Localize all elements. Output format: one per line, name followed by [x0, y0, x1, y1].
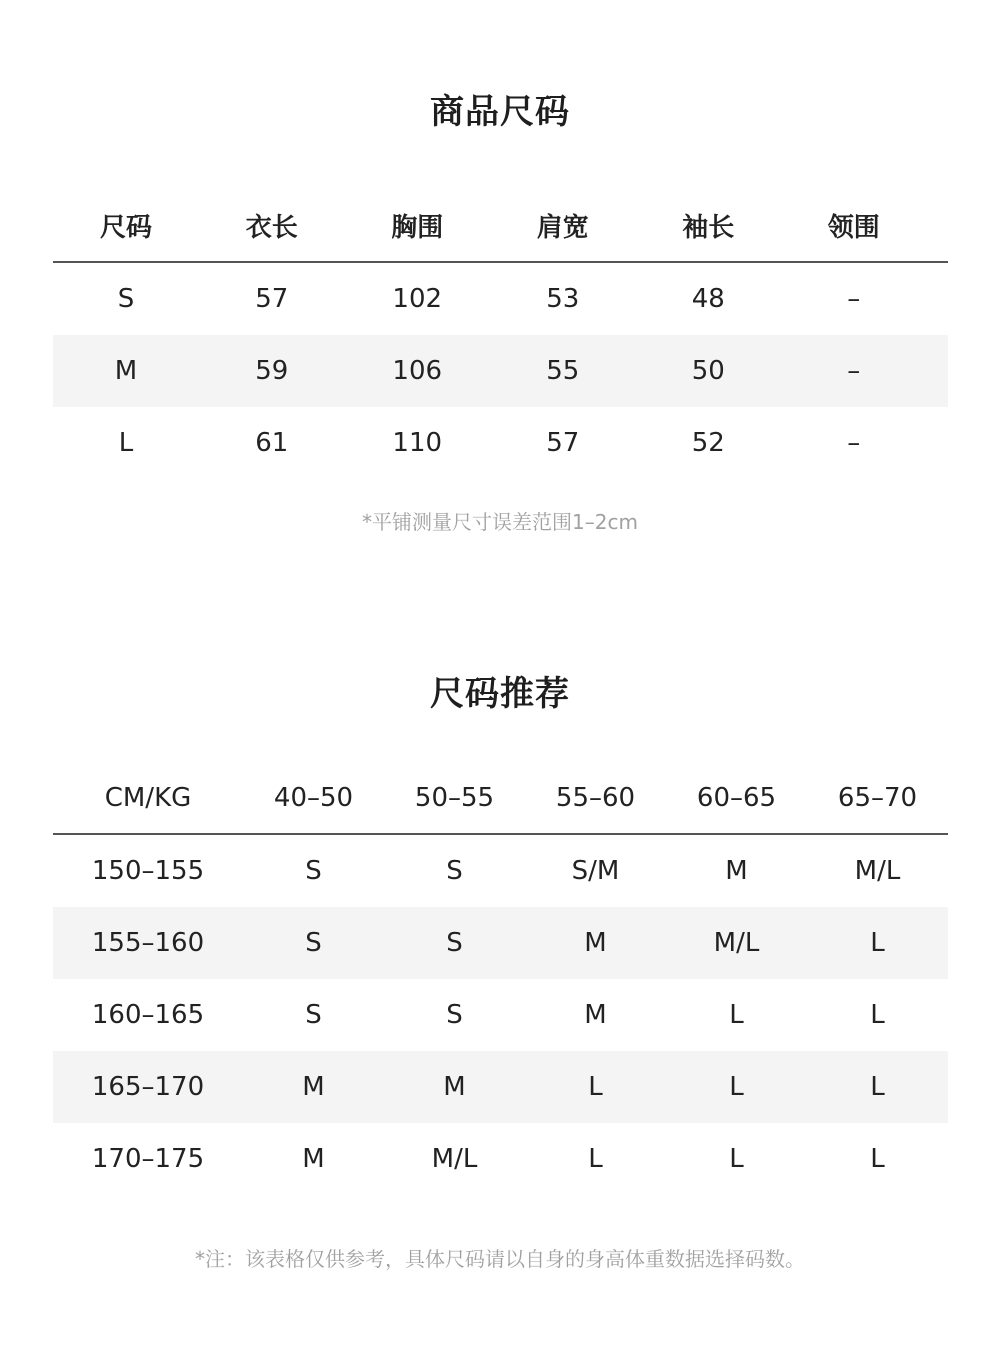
- table-row: [53, 835, 948, 907]
- table-cell: L: [118, 428, 134, 458]
- header-cell: 袖长: [682, 213, 735, 243]
- recommend-table-note: *注：该表格仅供参考，具体尺码请以自身的身高体重数据选择码数。: [195, 1247, 805, 1271]
- table-cell: S: [117, 284, 135, 314]
- table-cell: L: [588, 1072, 603, 1102]
- table-cell: L: [870, 1144, 885, 1174]
- table-cell: S: [446, 1000, 463, 1030]
- table-cell: S/M: [571, 856, 620, 886]
- table-cell: 155–160: [91, 928, 205, 958]
- table-cell: –: [847, 356, 861, 386]
- table-cell: S: [446, 928, 463, 958]
- table-row: [53, 407, 948, 479]
- table-cell: –: [847, 284, 861, 314]
- table-row: [53, 335, 948, 407]
- table-row: [53, 979, 948, 1051]
- header-cell: CM/KG: [104, 782, 192, 813]
- table-cell: 106: [392, 356, 443, 386]
- table-cell: L: [870, 928, 885, 958]
- size-table-note: *平铺测量尺寸误差范围1–2cm: [362, 510, 638, 534]
- table-cell: 55: [546, 356, 580, 386]
- header-cell: 肩宽: [536, 213, 589, 243]
- table-row: [53, 263, 948, 335]
- size-table-title: 商品尺码: [430, 92, 570, 132]
- table-cell: 170–175: [91, 1144, 205, 1174]
- table-row: [53, 1123, 948, 1195]
- table-cell: 52: [691, 428, 725, 458]
- recommend-table: [53, 762, 948, 1195]
- table-cell: –: [847, 428, 861, 458]
- header-cell: 胸围: [391, 213, 444, 243]
- table-cell: 57: [546, 428, 580, 458]
- table-cell: 110: [392, 428, 443, 458]
- table-cell: M: [725, 856, 748, 886]
- table-cell: S: [305, 928, 322, 958]
- size-table-header: [53, 190, 948, 263]
- table-cell: M/L: [854, 856, 901, 886]
- table-cell: L: [588, 1144, 603, 1174]
- table-cell: 53: [546, 284, 580, 314]
- table-cell: 150–155: [91, 856, 205, 886]
- table-cell: 48: [691, 284, 725, 314]
- table-cell: 59: [255, 356, 289, 386]
- table-cell: S: [305, 856, 322, 886]
- size-table: [53, 190, 948, 479]
- table-cell: 61: [255, 428, 289, 458]
- table-cell: S: [305, 1000, 322, 1030]
- table-cell: L: [729, 1000, 744, 1030]
- recommend-table-title: 尺码推荐: [430, 674, 570, 714]
- table-cell: 57: [255, 284, 289, 314]
- table-cell: M: [302, 1072, 325, 1102]
- table-cell: M: [302, 1144, 325, 1174]
- table-cell: M: [114, 356, 138, 386]
- header-cell: 55–60: [555, 782, 636, 813]
- header-cell: 领围: [827, 213, 880, 243]
- recommend-table-header: [53, 762, 948, 835]
- table-cell: L: [870, 1072, 885, 1102]
- table-cell: M/L: [431, 1144, 478, 1174]
- table-cell: L: [729, 1072, 744, 1102]
- table-cell: 165–170: [91, 1072, 205, 1102]
- table-cell: M: [584, 1000, 607, 1030]
- table-cell: 102: [392, 284, 443, 314]
- header-cell: 50–55: [414, 782, 495, 813]
- header-cell: 40–50: [273, 782, 354, 813]
- table-cell: S: [446, 856, 463, 886]
- table-cell: L: [729, 1144, 744, 1174]
- header-cell: 65–70: [837, 782, 918, 813]
- table-cell: M/L: [713, 928, 760, 958]
- table-cell: M: [443, 1072, 466, 1102]
- table-row: [53, 907, 948, 979]
- table-cell: L: [870, 1000, 885, 1030]
- header-cell: 尺码: [99, 213, 152, 243]
- table-cell: M: [584, 928, 607, 958]
- header-cell: 60–65: [696, 782, 777, 813]
- header-cell: 衣长: [245, 213, 298, 243]
- table-row: [53, 1051, 948, 1123]
- table-cell: 160–165: [91, 1000, 205, 1030]
- table-cell: 50: [691, 356, 725, 386]
